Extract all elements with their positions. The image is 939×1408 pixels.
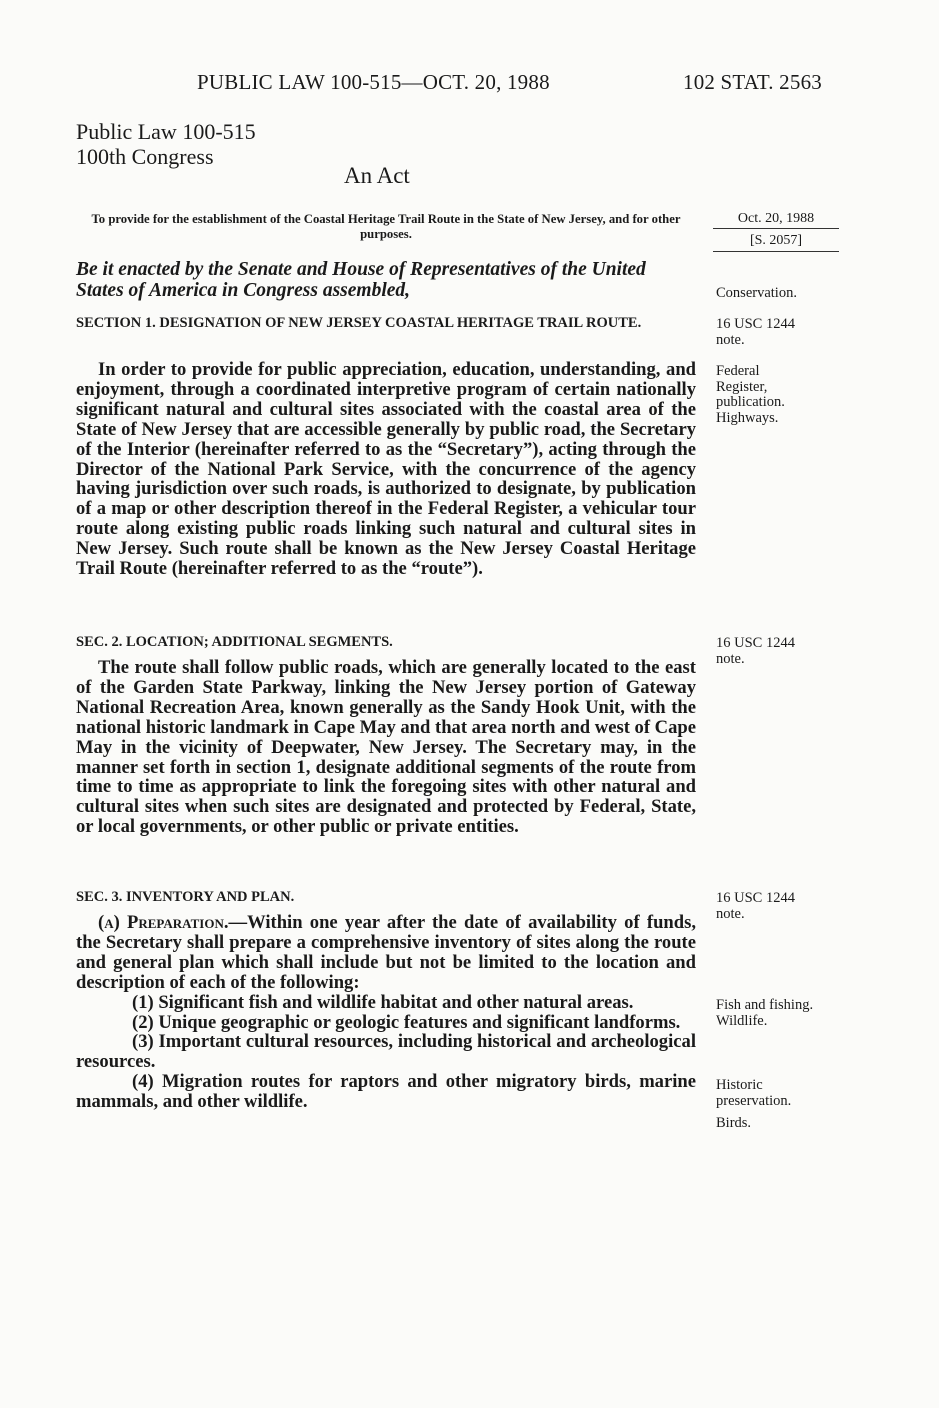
section-2-text: The route shall follow public roads, which are generally located to the east of the Garden State Parkway, linking the New Jersey portion of Gateway National Recreation Area, known generally as the Sandy Hook Unit, with the national historic landmark in Cape May and that area north and west of Cape May in the vicinity of Deepwater, New Jersey. The Secretary may, in the manner set forth in section 1, designate additional segments of the route from time to time as appropriate to link the foregoing sites with other natural and cultural sites when such sites are designated and protected by Federal, State, or local governments, or other public or private entities. [76,657,697,838]
date-box [713,210,839,252]
section-1-text: In order to provide for public appreciation, education, understanding, and enjoyment, through a coordinated interpretive program of certain nationally significant natural and cultural sites associated with the coastal area of the State of New Jersey that are accessible generally by public road, the Secretary of the Interior (hereinafter referred to as the “Secretary”), acting through the Director of the National Park Service, with the concurrence of the agency having jurisdiction over such roads, is authorized to designate, by publication of a map or other description thereof in the Federal Register, a vehicular tour route along existing public roads linking such natural and cultural sites in New Jersey. Such route shall be known as the New Jersey Coastal Heritage Trail Route (hereinafter referred to as the “route”). [76,359,696,580]
enacting-clause: Be it enacted by the Senate and House of Representatives of the United States of America in Congress assembled, [76,259,646,301]
margin-note-birds: Birds. [716,1115,752,1131]
congress-number: 100th Congress [76,144,214,169]
margin-note-conservation: Conservation. [716,285,797,301]
margin-note-wildlife: Wildlife. [716,1013,768,1029]
section-1-heading [76,314,696,333]
margin-note-usc-2: 16 USC 1244 note. [716,635,795,667]
section-3-body [76,913,696,1112]
margin-note-historic: Historic preservation. [716,1077,792,1109]
margin-note-highways: Highways. [716,410,779,426]
list-item: (3) Important cultural resources, including historical and archeological resources. [76,1031,696,1073]
section-1-heading-text: SECTION 1. DESIGNATION OF NEW JERSEY COASTAL HERITAGE TRAIL ROUTE. [76,315,642,331]
running-header-left: PUBLIC LAW 100-515—OCT. 20, 1988 [197,70,550,94]
section-3-heading: SEC. 3. INVENTORY AND PLAN. [76,889,295,905]
margin-note-federal-register: Federal Register, publication. [716,363,785,410]
margin-note-usc-1: 16 USC 1244 note. [716,316,795,348]
section-2-heading: SEC. 2. LOCATION; ADDITIONAL SEGMENTS. [76,634,393,650]
purpose-statement: To provide for the establishment of the Coastal Heritage Trail Route in the State of New Jersey, and for other purposes. [91,212,681,241]
public-law-title: Public Law 100-515 [76,119,256,144]
act-title: An Act [344,163,410,188]
section-2-body [76,658,696,837]
margin-note-usc-3: 16 USC 1244 note. [716,890,795,922]
bill-number: [S. 2057] [713,229,839,252]
margin-note-fish: Fish and fishing. [716,997,814,1013]
section-3-subsection-a [76,913,696,993]
subsection-a-label: (a) Preparation. [98,912,229,933]
subsection-a-text: —Within one year after the date of availability of funds, the Secretary shall prepare a comprehensive inventory of sites along the route and general plan which shall include but not be limited to the location and description of each of the following: [76,912,696,993]
section-1-body [76,360,696,579]
list-item: (4) Migration routes for raptors and other migratory birds, marine mammals, and other wildlife. [76,1071,696,1113]
list-item: (2) Unique geographic or geologic features and significant landforms. [132,1011,681,1033]
enactment-date: Oct. 20, 1988 [713,210,839,229]
list-item: (1) Significant fish and wildlife habitat and other natural areas. [132,991,634,1013]
running-header-right: 102 STAT. 2563 [683,70,822,94]
